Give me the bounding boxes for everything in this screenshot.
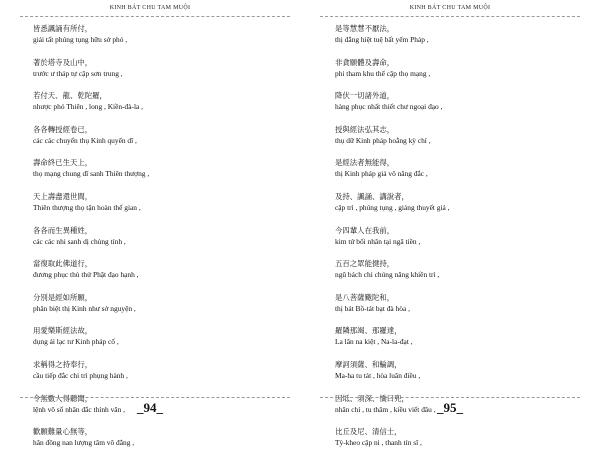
vietnamese-transliteration-line: hàng phục nhất thiết chư ngoại đạo , [335,102,443,112]
vietnamese-transliteration-line: phi tham khu thể cập thọ mạng , [335,68,431,78]
verse-block [33,90,283,124]
verse-block [335,90,585,124]
vietnamese-transliteration-line: thị đẳng hiệt tuệ bất yếm Pháp , [335,35,429,44]
chinese-verse-line: 羅隣那竭、那羅達， [335,326,402,336]
vietnamese-transliteration-line: thị Kinh pháp giả vô năng đắc , [335,169,428,179]
verse-block [33,157,283,191]
verse-block [335,191,585,225]
vietnamese-transliteration-line: Ma-ha tu tát , hòa luân điều , [335,370,421,380]
vietnamese-transliteration-line: đương phục thủ thử Phật đạo hạnh , [33,270,139,280]
chinese-verse-line: 是經法者無能得， [335,158,395,168]
verse-block [33,359,283,393]
verse-block [335,124,585,158]
vietnamese-transliteration-line: giải tất phúng tụng hữu sở phó , [33,35,128,44]
verse-block [33,258,283,292]
chinese-verse-line: 是等慧慧不厭法， [335,24,395,33]
vietnamese-transliteration-line: các các nhi sanh dị chủng tính , [33,236,126,246]
vietnamese-transliteration-line: lệnh vô số nhân đắc thính văn , [33,404,125,414]
vietnamese-transliteration-line: dụng ái lạc tư Kinh pháp cố , [33,337,119,347]
chinese-verse-line: 摩訶須薩、和輪調， [335,359,402,369]
chinese-verse-line: 各各轉授經卷已， [33,124,93,134]
vietnamese-transliteration-line: nhân chỉ , tu thâm , kiều viết đâu , [335,404,436,414]
chinese-verse-line: 歡願難量心無等， [33,427,93,437]
chinese-verse-line: 授與經法弘其志， [335,124,395,134]
chinese-verse-line: 比丘及尼、清信士， [335,427,402,437]
chinese-verse-line: 因坻、須深、憍曰兜， [335,393,409,403]
vietnamese-transliteration-line: ngũ bách chi chúng năng khiền trì , [335,270,440,280]
verse-block [33,225,283,259]
verse-block [33,23,283,57]
page-number: _94_ [137,400,163,415]
chinese-verse-line: 用愛樂斯經法故， [33,326,93,336]
vietnamese-transliteration-line: Tỳ-kheo cập ni , thanh tín sĩ , [335,438,422,448]
page-header: KINH BÁT CHU TAM MUỘI [109,5,191,11]
vietnamese-transliteration-line: La lân na kiệt , Na-la-đạt , [335,337,413,347]
vietnamese-transliteration-line: thụ dữ Kinh pháp hoằng kỳ chí , [335,135,431,145]
vietnamese-transliteration-line: phân biệt thị Kinh như sở nguyện , [33,303,136,313]
vietnamese-transliteration-line: kim tứ bối nhân tại ngã tiền , [335,236,421,246]
verse-block [33,124,283,158]
chinese-verse-line: 分別是經如所願， [33,292,93,302]
vietnamese-transliteration-line: thị bát Bồ-tát bạt đà hòa , [335,303,410,313]
chinese-verse-line: 皆悉諷誦有所付， [33,24,93,33]
vietnamese-transliteration-line: cập trì , phúng tụng , giảng thuyết giả , [335,202,450,212]
verse-block [335,325,585,359]
verse-block [33,325,283,359]
right-page [300,0,600,448]
verse-block [335,426,585,460]
verse-block [335,57,585,91]
chinese-verse-line: 五百之眾能揵持， [335,259,395,269]
chinese-verse-line: 求稱得之持奉行， [33,359,93,369]
verse-block [33,292,283,326]
chinese-verse-line: 是八菩薩颰陀和， [335,292,395,302]
left-page [0,0,300,448]
chinese-verse-line: 非貪願體及壽命， [335,57,395,67]
page-header: KINH BÁT CHU TAM MUỘI [409,5,491,11]
header-divider [320,16,580,17]
verse-block [335,359,585,393]
vietnamese-transliteration-line: thọ mạng chung dĩ sanh Thiên thượng , [33,169,150,179]
vietnamese-transliteration-line: Thiên thượng thọ tận hoàn thế gian , [33,202,141,212]
verse-list [335,23,585,460]
vietnamese-transliteration-line: các các chuyển thụ Kinh quyển dĩ , [33,135,137,145]
page-number: _95_ [437,400,463,415]
verse-list [33,23,283,460]
chinese-verse-line: 及持、諷誦、講說者， [335,191,409,201]
chinese-verse-line: 降伏一切諸外道， [335,91,395,101]
vietnamese-transliteration-line: hân đồng nan lượng tâm vô đẳng , [33,438,135,448]
verse-block [335,157,585,191]
chinese-verse-line: 著於塔寺及山中， [33,57,93,67]
vietnamese-transliteration-line: trước ư tháp tự cập sơn trung , [33,68,123,78]
verse-block [33,191,283,225]
footer-divider [20,397,290,398]
chinese-verse-line: 若付天、龍、乾陀羅， [33,91,107,101]
verse-block [33,426,283,460]
verse-block [335,23,585,57]
verse-block [335,292,585,326]
chinese-verse-line: 當復取此佛道行， [33,259,93,269]
vietnamese-transliteration-line: nhược phó Thiên , long , Kiền-đà-la , [33,102,143,112]
chinese-verse-line: 天上壽盡還世間， [33,191,93,201]
chinese-verse-line: 令無數人得聽聞， [33,393,93,403]
footer-divider [320,397,580,398]
chinese-verse-line: 各各而生異種姓， [33,225,93,235]
verse-block [335,258,585,292]
chinese-verse-line: 壽命終已生天上， [33,158,93,168]
verse-block [335,225,585,259]
vietnamese-transliteration-line: cầu tiếp đắc chi trì phụng hành , [33,370,128,380]
header-divider [20,16,290,17]
chinese-verse-line: 今四輩人在我前， [335,225,395,235]
verse-block [33,57,283,91]
